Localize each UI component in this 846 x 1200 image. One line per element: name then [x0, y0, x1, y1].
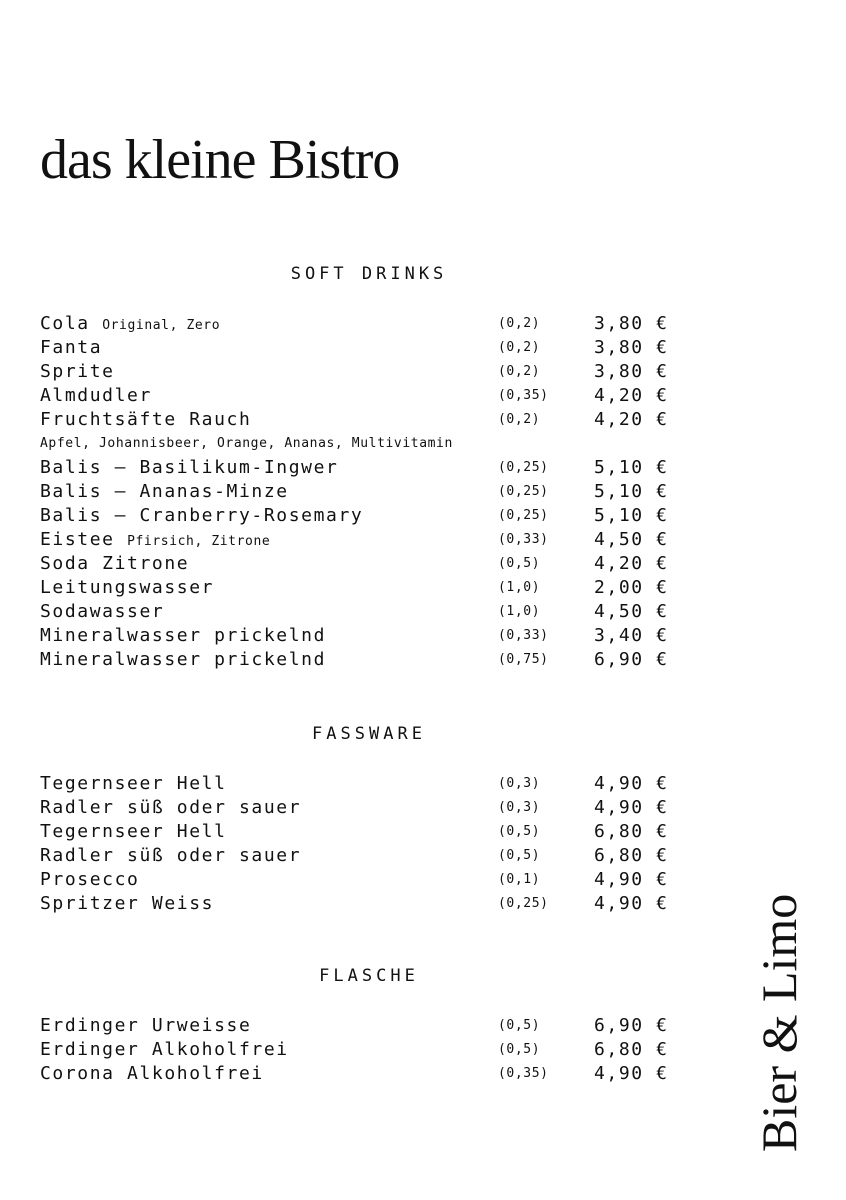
item-price: 6,90 €	[594, 649, 669, 670]
item-price: 4,90 €	[594, 1063, 669, 1084]
item-price: 5,10 €	[594, 457, 669, 478]
item-name: Leitungswasser	[40, 577, 215, 598]
item-name: Fruchtsäfte Rauch	[40, 409, 252, 430]
item-size: (0,2)	[498, 316, 541, 331]
item-size: (1,0)	[498, 604, 541, 619]
item-price: 4,90 €	[594, 773, 669, 794]
item-price: 5,10 €	[594, 505, 669, 526]
item-price: 4,90 €	[594, 797, 669, 818]
item-price: 4,20 €	[594, 385, 669, 406]
item-size: (0,35)	[498, 388, 549, 403]
menu-item	[0, 360, 846, 384]
item-price: 4,20 €	[594, 409, 669, 430]
item-note: Apfel, Johannisbeer, Orange, Ananas, Multivitamin	[40, 436, 453, 451]
item-size: (0,1)	[498, 872, 541, 887]
item-name: Balis – Basilikum-Ingwer	[40, 457, 339, 478]
item-size: (0,2)	[498, 364, 541, 379]
item-price: 4,90 €	[594, 869, 669, 890]
menu-item	[0, 648, 846, 672]
item-name: Radler süß oder sauer	[40, 797, 302, 818]
section-title: FASSWARE	[312, 724, 426, 744]
item-name: Tegernseer Hell	[40, 773, 227, 794]
section-title: FLASCHE	[319, 966, 419, 986]
item-price: 5,10 €	[594, 481, 669, 502]
item-price: 6,80 €	[594, 845, 669, 866]
item-name: Almdudler	[40, 385, 152, 406]
menu-item	[0, 892, 846, 916]
item-size: (0,5)	[498, 1042, 541, 1057]
item-name: Fanta	[40, 337, 103, 358]
item-name-line	[40, 528, 270, 554]
item-size: (0,35)	[498, 1066, 549, 1081]
menu-item	[0, 528, 846, 552]
item-name: Soda Zitrone	[40, 553, 190, 574]
item-price: 3,80 €	[594, 313, 669, 334]
menu-item	[0, 624, 846, 648]
item-price: 6,90 €	[594, 1015, 669, 1036]
section-title: SOFT DRINKS	[290, 264, 448, 284]
item-name: Prosecco	[40, 869, 140, 890]
item-name: Mineralwasser prickelnd	[40, 649, 327, 670]
menu-item	[0, 312, 846, 336]
item-price: 3,80 €	[594, 337, 669, 358]
item-size: (1,0)	[498, 580, 541, 595]
menu-item	[0, 336, 846, 360]
item-name: Mineralwasser prickelnd	[40, 625, 327, 646]
menu-item	[0, 600, 846, 624]
item-size: (0,33)	[498, 628, 549, 643]
item-size: (0,5)	[498, 556, 541, 571]
item-price: 6,80 €	[594, 821, 669, 842]
item-name: Radler süß oder sauer	[40, 845, 302, 866]
item-name: Corona Alkoholfrei	[40, 1063, 264, 1084]
item-name: Spritzer Weiss	[40, 893, 215, 914]
menu-item	[0, 384, 846, 408]
item-price: 3,80 €	[594, 361, 669, 382]
item-name: Eistee	[40, 529, 115, 550]
menu-item	[0, 504, 846, 528]
item-size: (0,3)	[498, 800, 541, 815]
menu-item	[0, 868, 846, 892]
item-price: 4,50 €	[594, 601, 669, 622]
item-description: Pfirsich, Zitrone	[127, 534, 271, 549]
item-price: 2,00 €	[594, 577, 669, 598]
menu-item	[0, 796, 846, 820]
menu-item	[0, 820, 846, 844]
item-size: (0,25)	[498, 484, 549, 499]
item-name: Sodawasser	[40, 601, 165, 622]
item-size: (0,5)	[498, 1018, 541, 1033]
item-name: Erdinger Urweisse	[40, 1015, 252, 1036]
item-price: 6,80 €	[594, 1039, 669, 1060]
menu-item	[0, 456, 846, 480]
item-size: (0,25)	[498, 896, 549, 911]
menu-item	[0, 408, 846, 432]
item-name: Cola	[40, 313, 90, 334]
menu-item	[0, 552, 846, 576]
item-price: 4,20 €	[594, 553, 669, 574]
item-size: (0,75)	[498, 652, 549, 667]
menu-item	[0, 1014, 846, 1038]
menu-item	[0, 1062, 846, 1086]
menu-item	[0, 844, 846, 868]
item-price: 4,90 €	[594, 893, 669, 914]
item-price: 3,40 €	[594, 625, 669, 646]
item-size: (0,5)	[498, 824, 541, 839]
menu-item	[0, 480, 846, 504]
item-size: (0,3)	[498, 776, 541, 791]
item-size: (0,5)	[498, 848, 541, 863]
item-name: Balis – Cranberry-Rosemary	[40, 505, 364, 526]
item-size: (0,25)	[498, 508, 549, 523]
item-description: Original, Zero	[102, 318, 221, 333]
item-size: (0,2)	[498, 412, 541, 427]
menu-item	[0, 576, 846, 600]
side-title: Bier & Limo	[751, 893, 807, 1152]
item-name: Erdinger Alkoholfrei	[40, 1039, 289, 1060]
item-name-line	[40, 312, 220, 338]
item-price: 4,50 €	[594, 529, 669, 550]
item-size: (0,2)	[498, 340, 541, 355]
item-name: Tegernseer Hell	[40, 821, 227, 842]
item-size: (0,25)	[498, 460, 549, 475]
page-title: das kleine Bistro	[40, 129, 400, 191]
menu-item	[0, 772, 846, 796]
item-name: Sprite	[40, 361, 115, 382]
item-size: (0,33)	[498, 532, 549, 547]
menu-item	[0, 1038, 846, 1062]
item-name: Balis – Ananas-Minze	[40, 481, 289, 502]
